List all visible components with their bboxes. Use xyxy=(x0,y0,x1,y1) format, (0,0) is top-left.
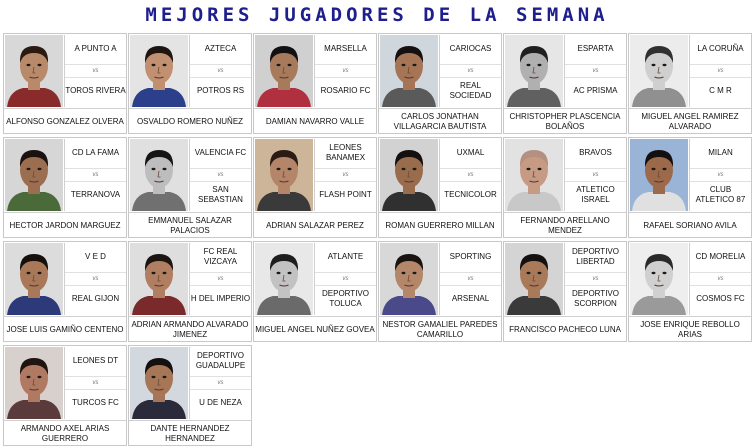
match-teams xyxy=(314,243,376,315)
away-team: SAN SEBASTIAN xyxy=(198,185,243,204)
portrait-icon xyxy=(380,35,438,107)
player-card xyxy=(3,241,127,342)
vs-label: vs xyxy=(65,64,126,78)
player-card xyxy=(628,241,752,342)
away-team: TOROS RIVERA xyxy=(65,86,126,95)
player-name: CHRISTOPHER PLASCENCIA BOLAÑOS xyxy=(504,108,626,134)
home-team: CD LA FAMA xyxy=(71,148,120,157)
players-row xyxy=(3,137,753,240)
vs-label: vs xyxy=(440,168,501,182)
player-name: OSVALDO ROMERO NUÑEZ xyxy=(129,108,251,134)
match-teams xyxy=(189,35,251,107)
match-teams xyxy=(564,35,626,107)
player-photo xyxy=(5,347,63,419)
home-team: MARSELLA xyxy=(324,44,367,53)
portrait-icon xyxy=(630,35,688,107)
portrait-icon xyxy=(505,243,563,315)
player-name: DAMIAN NAVARRO VALLE xyxy=(254,108,376,134)
home-team: V E D xyxy=(85,252,106,261)
player-card xyxy=(3,137,127,238)
player-name: DANTE HERNANDEZ HERNANDEZ xyxy=(129,420,251,446)
away-team: REAL SOCIEDAD xyxy=(449,81,492,100)
portrait-icon xyxy=(130,35,188,107)
away-team: POTROS RS xyxy=(196,86,245,95)
players-row xyxy=(3,33,753,136)
player-photo xyxy=(380,243,438,315)
player-photo xyxy=(630,139,688,211)
away-team: FLASH POINT xyxy=(319,190,372,199)
portrait-icon xyxy=(130,347,188,419)
away-team: TURCOS FC xyxy=(72,398,119,407)
player-card xyxy=(503,137,627,238)
player-card xyxy=(378,33,502,134)
away-team: ROSARIO FC xyxy=(320,86,371,95)
player-photo xyxy=(5,35,63,107)
match-teams xyxy=(689,35,751,107)
away-team: DEPORTIVO SCORPION xyxy=(572,289,619,308)
player-card xyxy=(253,241,377,342)
portrait-icon xyxy=(630,139,688,211)
player-photo xyxy=(505,243,563,315)
away-team: DEPORTIVO TOLUCA xyxy=(322,289,369,308)
portrait-icon xyxy=(130,243,188,315)
match-teams xyxy=(439,139,501,211)
match-teams xyxy=(64,347,126,419)
player-photo xyxy=(130,347,188,419)
match-teams xyxy=(564,139,626,211)
player-card xyxy=(128,137,252,238)
vs-label: vs xyxy=(190,64,251,78)
away-team: AC PRISMA xyxy=(573,86,618,95)
away-team: TECNICOLOR xyxy=(444,190,497,199)
match-teams xyxy=(689,139,751,211)
home-team: CARIOCAS xyxy=(449,44,492,53)
portrait-icon xyxy=(255,243,313,315)
home-team: MILAN xyxy=(708,148,733,157)
home-team: SPORTING xyxy=(449,252,492,261)
player-name: ADRIAN ARMANDO ALVARADO JIMENEZ xyxy=(129,316,251,342)
player-name: EMMANUEL SALAZAR PALACIOS xyxy=(129,212,251,238)
player-photo xyxy=(380,35,438,107)
player-card xyxy=(378,241,502,342)
away-team: C M R xyxy=(709,86,732,95)
away-team: ATLETICO ISRAEL xyxy=(576,185,615,204)
player-photo xyxy=(255,243,313,315)
player-card xyxy=(3,33,127,134)
home-team: CD MORELIA xyxy=(695,252,746,261)
portrait-icon xyxy=(130,139,188,211)
portrait-icon xyxy=(505,139,563,211)
home-team: ATLANTE xyxy=(327,252,364,261)
match-teams xyxy=(314,35,376,107)
vs-label: vs xyxy=(65,376,126,390)
away-team: CLUB ATLETICO 87 xyxy=(695,185,746,204)
player-photo xyxy=(130,35,188,107)
away-team: REAL GIJON xyxy=(71,294,120,303)
match-teams xyxy=(64,35,126,107)
portrait-icon xyxy=(255,139,313,211)
player-name: HECTOR JARDON MARGUEZ xyxy=(4,212,126,238)
player-name: ARMANDO AXEL ARIAS GUERRERO xyxy=(4,420,126,446)
portrait-icon xyxy=(5,347,63,419)
vs-label: vs xyxy=(440,272,501,286)
player-card xyxy=(128,345,252,446)
player-card xyxy=(628,137,752,238)
away-team: COSMOS FC xyxy=(696,294,745,303)
player-photo xyxy=(255,35,313,107)
match-teams xyxy=(189,139,251,211)
away-team: ARSENAL xyxy=(451,294,490,303)
player-name: CARLOS JONATHAN VILLAGARCIA BAUTISTA xyxy=(379,108,501,134)
portrait-icon xyxy=(5,243,63,315)
home-team: UXMAL xyxy=(456,148,485,157)
player-name: ALFONSO GONZALEZ OLVERA xyxy=(4,108,126,134)
home-team: VALENCIA FC xyxy=(194,148,247,157)
vs-label: vs xyxy=(190,376,251,390)
home-team: FC REAL VIZCAYA xyxy=(203,247,238,266)
vs-label: vs xyxy=(315,64,376,78)
player-photo xyxy=(5,243,63,315)
player-name: JOSE LUIS GAMIÑO CENTENO xyxy=(4,316,126,342)
vs-label: vs xyxy=(315,272,376,286)
vs-label: vs xyxy=(65,168,126,182)
match-teams xyxy=(564,243,626,315)
home-team: DEPORTIVO LIBERTAD xyxy=(572,247,619,266)
player-card xyxy=(253,137,377,238)
away-team: H DEL IMPERIO xyxy=(190,294,251,303)
away-team: U DE NEZA xyxy=(199,398,242,407)
player-name: NESTOR GAMALIEL PAREDES CAMARILLO xyxy=(379,316,501,342)
match-teams xyxy=(189,347,251,419)
player-photo xyxy=(630,243,688,315)
vs-label: vs xyxy=(315,168,376,182)
match-teams xyxy=(64,243,126,315)
player-card xyxy=(3,345,127,446)
player-card xyxy=(378,137,502,238)
player-photo xyxy=(505,35,563,107)
home-team: LEONES BANAMEX xyxy=(325,143,366,162)
vs-label: vs xyxy=(690,64,751,78)
player-name: RAFAEL SORIANO AVILA xyxy=(629,212,751,238)
home-team: DEPORTIVO GUADALUPE xyxy=(195,351,246,370)
home-team: LA CORUÑA xyxy=(697,44,744,53)
player-card xyxy=(128,33,252,134)
home-team: ESPARTA xyxy=(577,44,614,53)
page-title: MEJORES JUGADORES DE LA SEMANA xyxy=(145,4,609,26)
portrait-icon xyxy=(505,35,563,107)
player-photo xyxy=(630,35,688,107)
vs-label: vs xyxy=(565,64,626,78)
vs-label: vs xyxy=(190,272,251,286)
portrait-icon xyxy=(5,139,63,211)
vs-label: vs xyxy=(690,168,751,182)
player-photo xyxy=(130,243,188,315)
vs-label: vs xyxy=(690,272,751,286)
player-name: JOSE ENRIQUE REBOLLO ARIAS xyxy=(629,316,751,342)
home-team: A PUNTO A xyxy=(74,44,117,53)
player-card xyxy=(128,241,252,342)
portrait-icon xyxy=(5,35,63,107)
match-teams xyxy=(439,243,501,315)
player-name: ADRIAN SALAZAR PEREZ xyxy=(254,212,376,238)
player-name: MIGUEL ANGEL NUÑEZ GOVEA xyxy=(254,316,376,342)
player-card xyxy=(628,33,752,134)
vs-label: vs xyxy=(65,272,126,286)
vs-label: vs xyxy=(565,168,626,182)
vs-label: vs xyxy=(190,168,251,182)
player-card xyxy=(503,33,627,134)
player-name: FERNANDO ARELLANO MENDEZ xyxy=(504,212,626,238)
player-photo xyxy=(380,139,438,211)
player-name: FRANCISCO PACHECO LUNA xyxy=(504,316,626,342)
player-photo xyxy=(130,139,188,211)
player-card xyxy=(503,241,627,342)
player-card xyxy=(253,33,377,134)
portrait-icon xyxy=(630,243,688,315)
players-row xyxy=(3,241,753,344)
player-photo xyxy=(505,139,563,211)
vs-label: vs xyxy=(440,64,501,78)
home-team: LEONES DT xyxy=(72,356,119,365)
player-name: ROMAN GUERRERO MILLAN xyxy=(379,212,501,238)
player-name: MIGUEL ANGEL RAMIREZ ALVARADO xyxy=(629,108,751,134)
players-row xyxy=(3,345,753,448)
home-team: AZTECA xyxy=(204,44,237,53)
portrait-icon xyxy=(380,243,438,315)
portrait-icon xyxy=(255,35,313,107)
portrait-icon xyxy=(380,139,438,211)
match-teams xyxy=(64,139,126,211)
home-team: BRAVOS xyxy=(579,148,612,157)
match-teams xyxy=(439,35,501,107)
match-teams xyxy=(189,243,251,315)
vs-label: vs xyxy=(565,272,626,286)
match-teams xyxy=(314,139,376,211)
match-teams xyxy=(689,243,751,315)
player-photo xyxy=(255,139,313,211)
away-team: TERRANOVA xyxy=(70,190,121,199)
player-photo xyxy=(5,139,63,211)
